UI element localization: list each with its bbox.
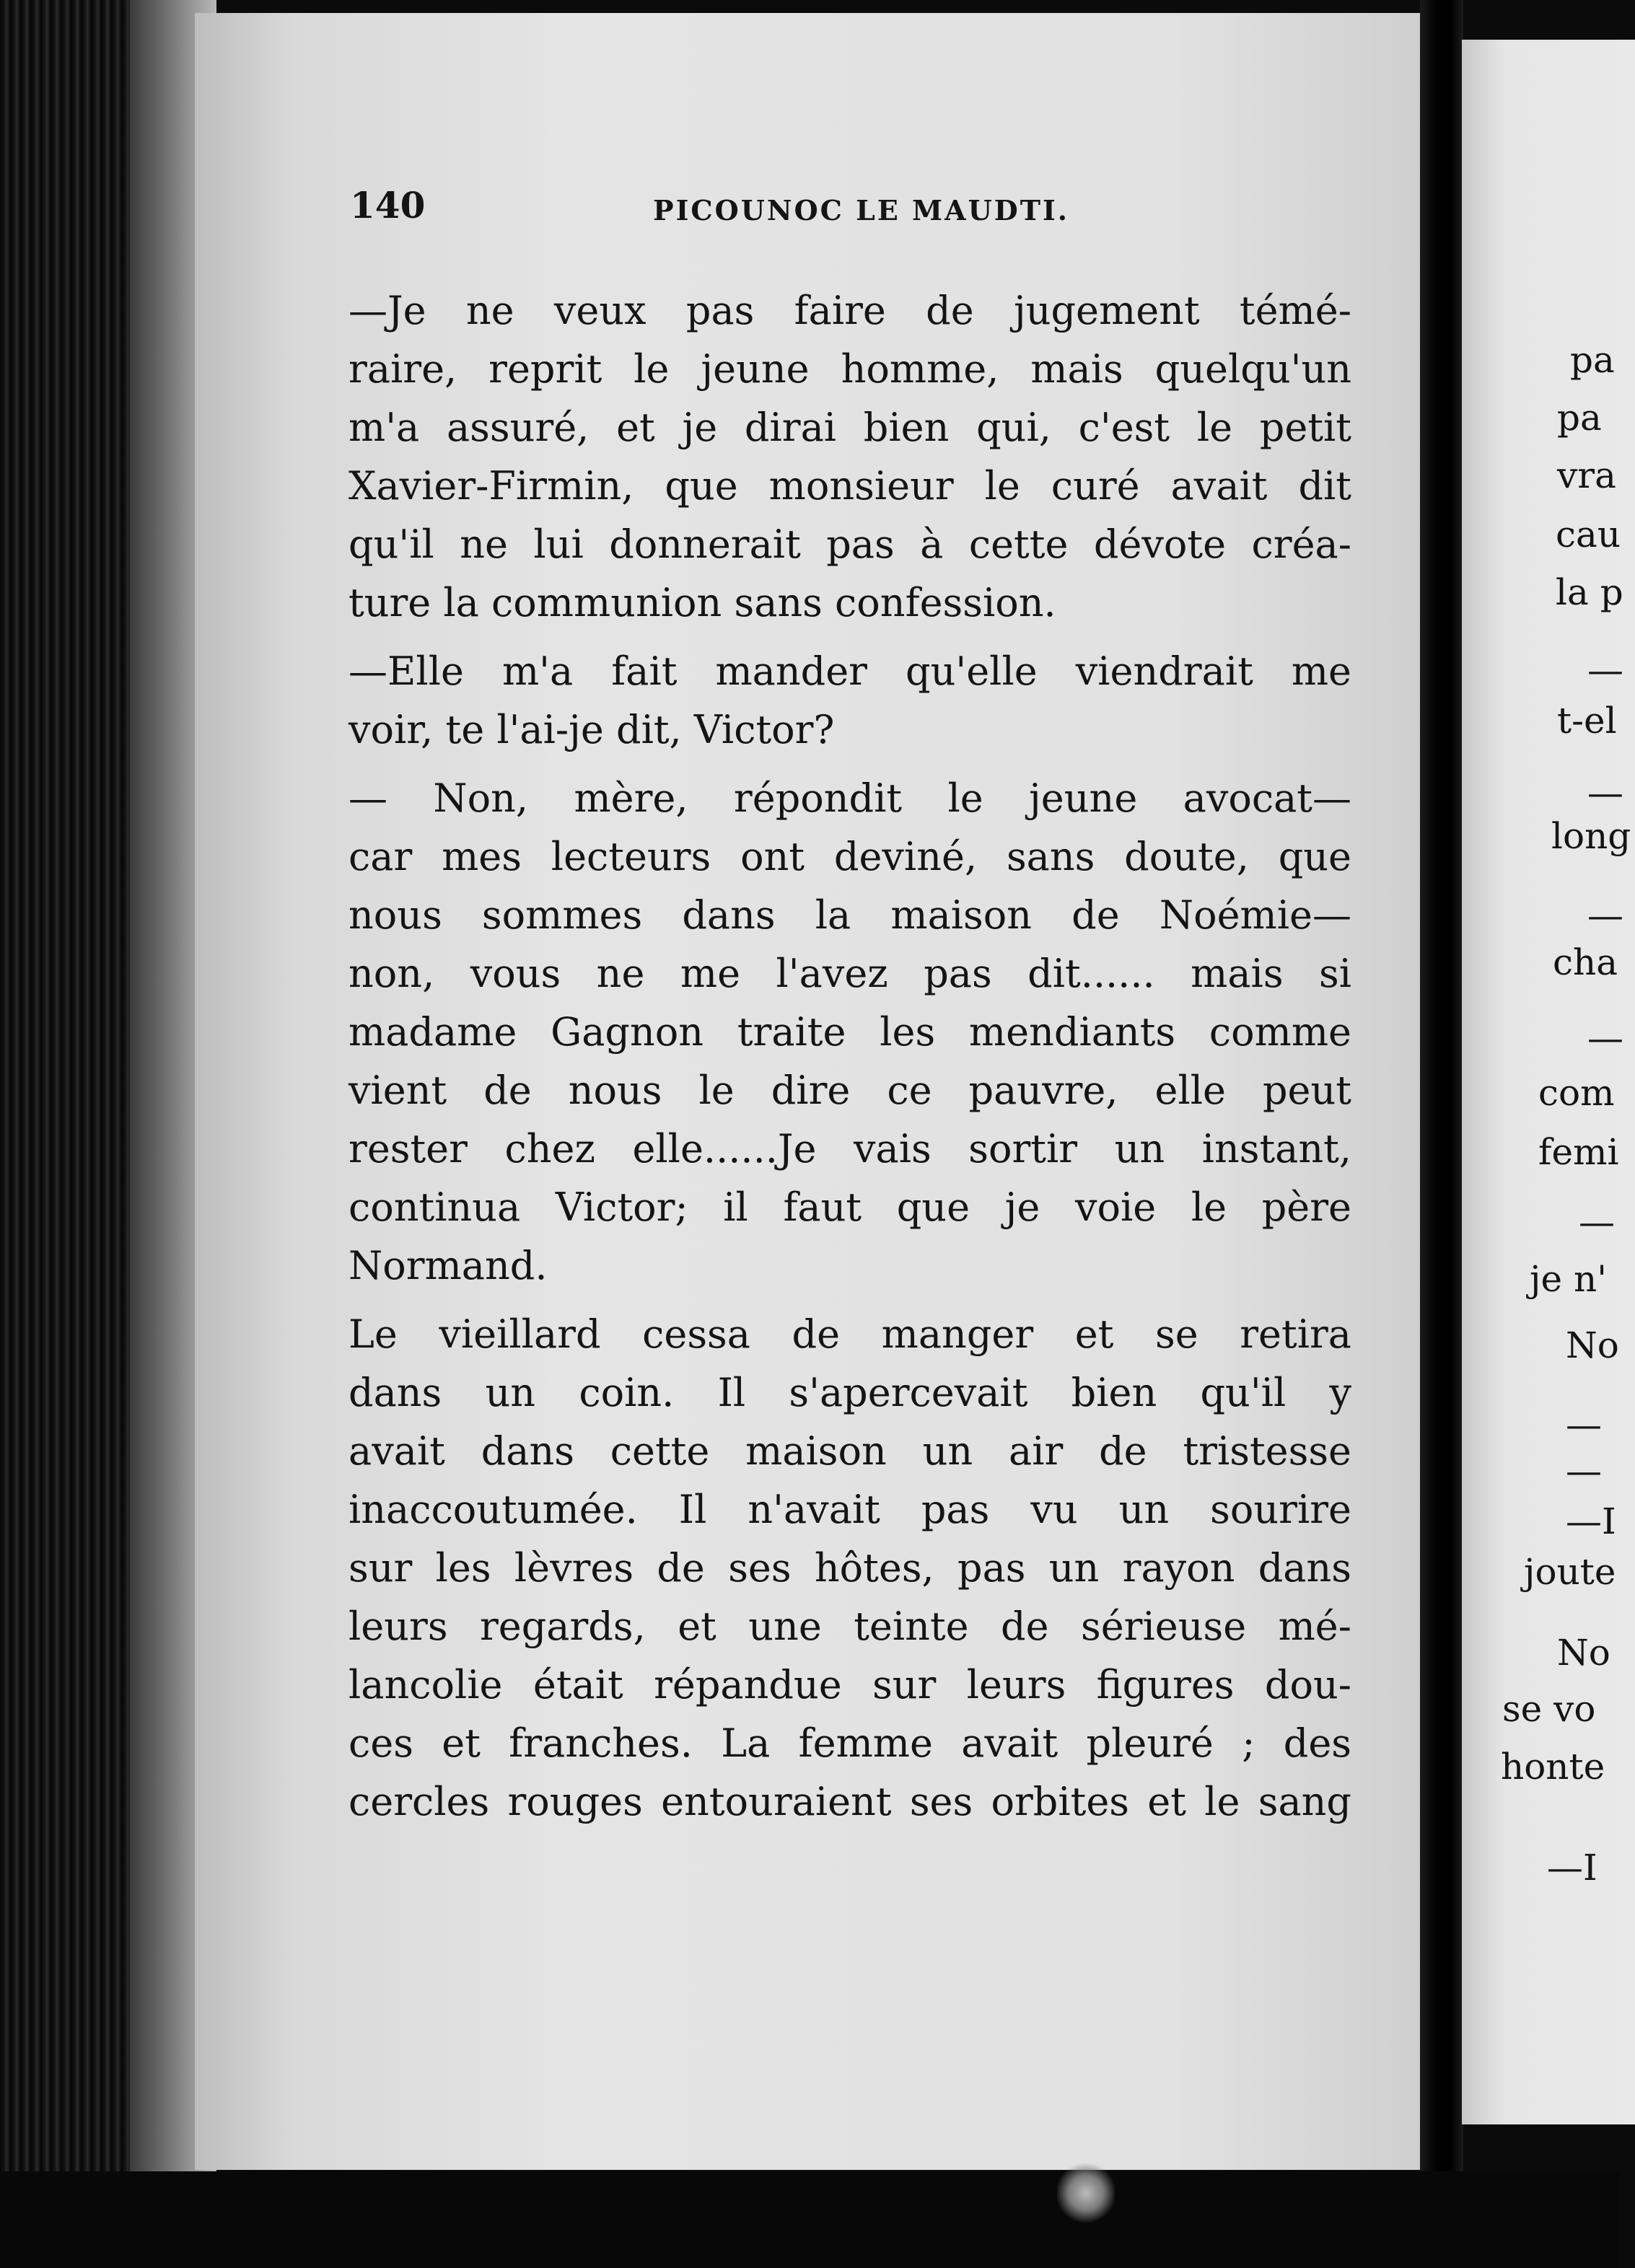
facing-fragment: —I (1547, 1847, 1597, 1889)
text-line: madame Gagnon traite les mendiants comme (349, 1009, 1351, 1055)
text-line: ture la communion sans confession. (349, 580, 1056, 625)
text-line: sur les lèvres de ses hôtes, pas un rayon dans (349, 1545, 1351, 1591)
facing-fragment: honte (1501, 1746, 1605, 1788)
body-text (349, 281, 1351, 1831)
text-line: non, vous ne me l'avez pas dit...... mais si (349, 951, 1351, 996)
facing-fragment: je n' (1530, 1258, 1607, 1300)
facing-fragment: pa (1557, 397, 1602, 439)
facing-fragment: joute (1524, 1551, 1616, 1593)
text-line: continua Victor; il faut que je voie le père (349, 1184, 1351, 1230)
text-line: nous sommes dans la maison de Noémie— (349, 892, 1351, 938)
page-number: 140 (350, 184, 426, 227)
facing-fragment: No (1557, 1632, 1610, 1674)
running-title: PICOUNOC LE MAUDTI. (653, 194, 1069, 227)
facing-fragment: femi (1538, 1131, 1619, 1173)
text-line: car mes lecteurs ont deviné, sans doute, que (349, 834, 1351, 879)
paragraph (349, 642, 1351, 759)
facing-fragment: — (1587, 649, 1623, 691)
facing-fragment: —I (1566, 1500, 1616, 1542)
text-line: qu'il ne lui donnerait pas à cette dévote créa- (349, 522, 1351, 567)
text-line: m'a assuré, et je dirai bien qui, c'est le petit (349, 405, 1351, 450)
text-line: vient de nous le dire ce pauvre, elle peut (349, 1068, 1351, 1113)
facing-fragment: — (1579, 1201, 1615, 1243)
facing-fragment: vra (1557, 454, 1616, 496)
text-line: — Non, mère, répondit le jeune avocat— (349, 775, 1351, 821)
paragraph (349, 769, 1351, 1295)
facing-fragment: — (1566, 1450, 1602, 1492)
facing-fragment: — (1566, 1404, 1602, 1446)
text-line: raire, reprit le jeune homme, mais quelqu'un (349, 346, 1351, 392)
facing-fragment: com (1538, 1072, 1615, 1114)
text-line: inaccoutumée. Il n'avait pas vu un sourire (349, 1487, 1351, 1532)
text-line: —Je ne veux pas faire de jugement témé- (349, 288, 1351, 333)
text-line: Xavier-Firmin, que monsieur le curé avait dit (349, 463, 1351, 509)
text-line: lancolie était répandue sur leurs figures dou- (349, 1662, 1351, 1707)
scan-background (0, 2171, 1619, 2268)
book-gutter (1420, 0, 1463, 2268)
facing-fragment: pa (1570, 339, 1615, 381)
text-line: avait dans cette maison un air de tristesse (349, 1428, 1351, 1474)
text-line: Le vieillard cessa de manger et se retira (349, 1311, 1351, 1357)
text-line: rester chez elle......Je vais sortir un instant, (349, 1126, 1351, 1172)
facing-fragment: long (1551, 815, 1631, 857)
facing-fragment: se vo (1502, 1688, 1596, 1730)
facing-fragment: la p (1556, 571, 1623, 613)
facing-fragment: — (1587, 895, 1623, 936)
scan-artifact (1057, 2161, 1115, 2225)
facing-fragment: cha (1553, 941, 1618, 983)
facing-fragment: — (1587, 1017, 1623, 1059)
text-line: Normand. (349, 1243, 548, 1288)
running-head (350, 184, 1353, 227)
text-line: —Elle m'a fait mander qu'elle viendrait me (349, 649, 1351, 694)
paragraph (349, 281, 1351, 632)
facing-fragment: No (1566, 1324, 1619, 1366)
facing-fragment: cau (1556, 514, 1621, 555)
text-line: voir, te l'ai-je dit, Victor? (349, 707, 835, 752)
text-line: ces et franches. La femme avait pleuré ; des (349, 1720, 1351, 1766)
text-line: dans un coin. Il s'apercevait bien qu'il y (349, 1370, 1351, 1415)
facing-fragment: t-el (1557, 700, 1617, 742)
facing-page-text (1472, 0, 1631, 2164)
paragraph (349, 1305, 1351, 1831)
facing-fragment: — (1587, 772, 1623, 814)
text-line: leurs regards, et une teinte de sérieuse mé- (349, 1604, 1351, 1649)
text-line: cercles rouges entouraient ses orbites et le sang (349, 1779, 1351, 1824)
